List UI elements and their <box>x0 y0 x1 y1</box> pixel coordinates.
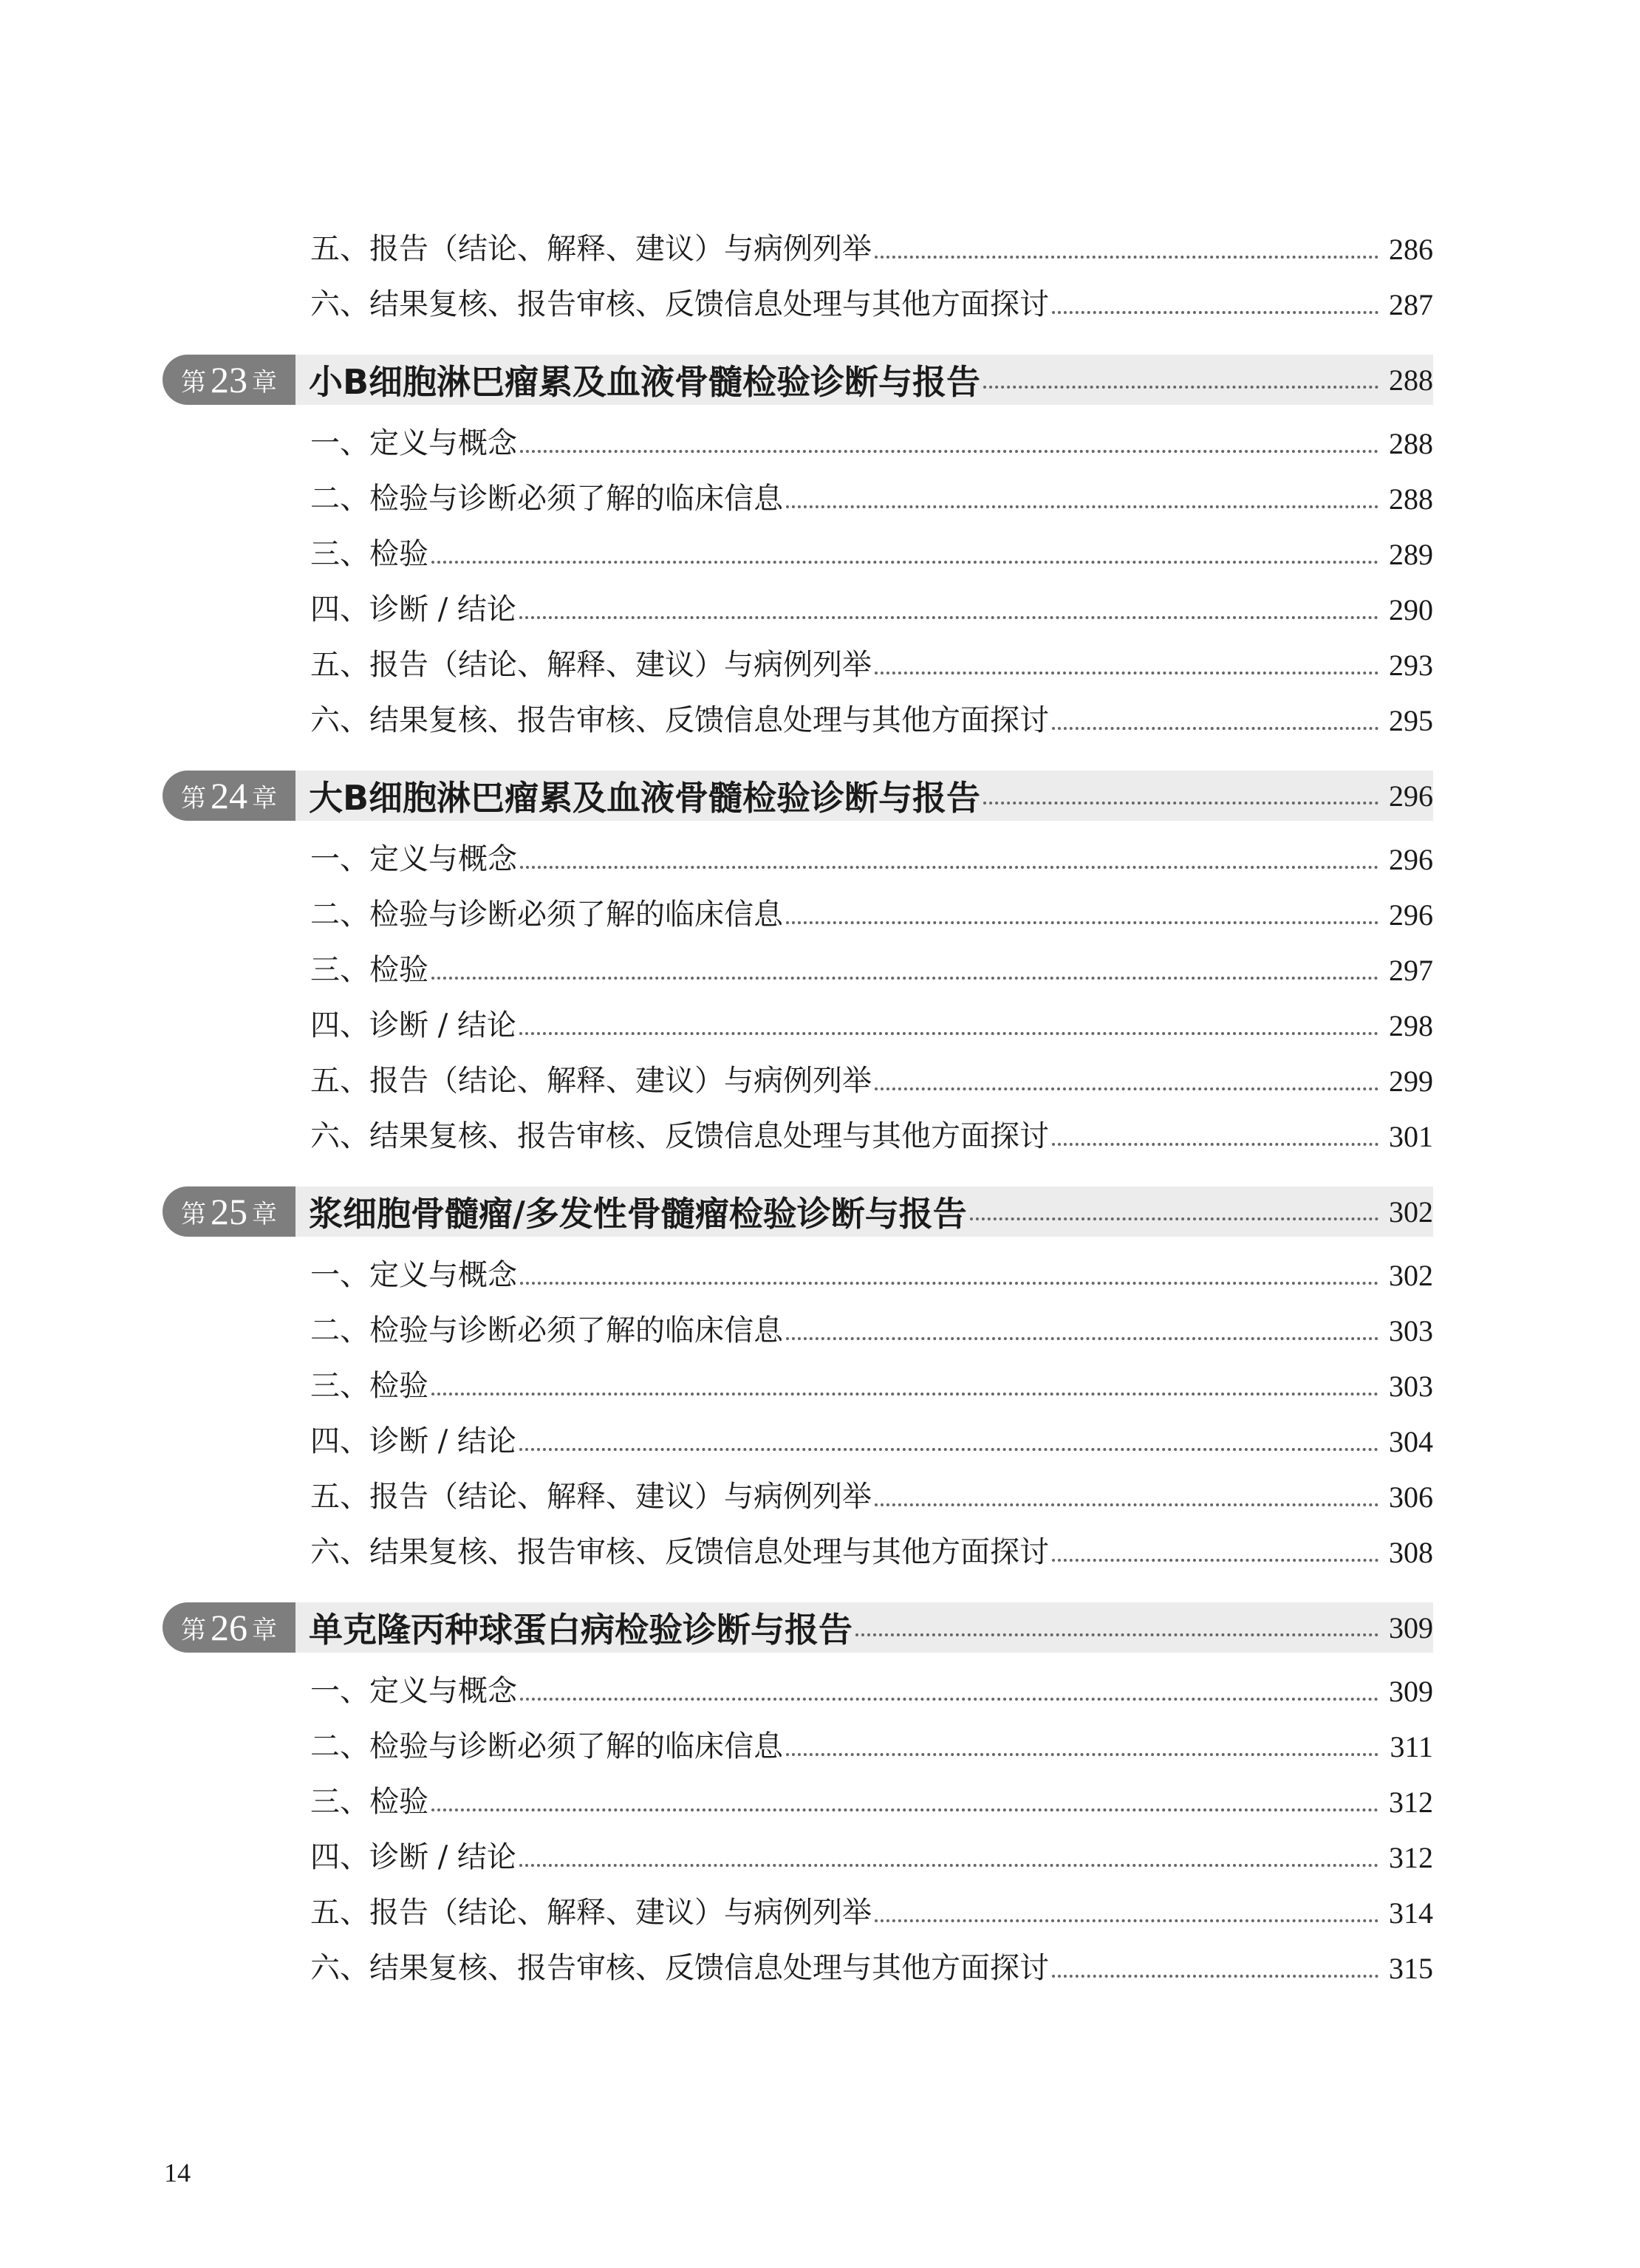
toc-entry-title: 二、检验与诊断必须了解的临床信息 <box>310 1729 783 1763</box>
dot-leader <box>520 1698 1378 1701</box>
chapter-badge <box>163 1186 295 1237</box>
toc-entry-page: 315 <box>1389 1952 1433 1985</box>
toc-entry[interactable] <box>163 887 1433 943</box>
dot-leader <box>786 1753 1378 1756</box>
toc-entry-title: 一、定义与概念 <box>310 842 517 876</box>
toc-entry-title: 六、结果复核、报告审核、反馈信息处理与其他方面探讨 <box>310 703 1049 737</box>
toc-entry-page: 302 <box>1389 1259 1433 1292</box>
dot-leader <box>1052 1143 1378 1146</box>
dot-leader <box>431 977 1378 980</box>
dot-leader <box>875 1919 1378 1922</box>
toc-entry-title: 四、诊断 / 结论 <box>310 1008 516 1042</box>
toc-entry-title: 六、结果复核、报告审核、反馈信息处理与其他方面探讨 <box>310 1119 1049 1153</box>
toc-entry-page: 288 <box>1389 482 1433 516</box>
toc-entry-page: 308 <box>1389 1536 1433 1569</box>
chapter-prefix: 第 <box>181 1615 206 1645</box>
toc-entry[interactable] <box>163 943 1433 998</box>
chapter-title: 大B细胞淋巴瘤累及血液骨髓检验诊断与报告 <box>309 778 981 818</box>
toc-entry-page: 306 <box>1389 1480 1433 1514</box>
chapter-suffix: 章 <box>252 367 277 397</box>
toc-entry[interactable] <box>163 1053 1433 1109</box>
chapter-suffix: 章 <box>252 783 277 813</box>
chapter-title: 浆细胞骨髓瘤/多发性骨髓瘤检验诊断与报告 <box>309 1194 967 1234</box>
toc-entry-page: 297 <box>1389 954 1433 987</box>
toc-entry-page: 311 <box>1390 1730 1433 1763</box>
chapter-badge <box>163 771 295 821</box>
toc-entry-title: 四、诊断 / 结论 <box>310 1424 516 1458</box>
toc-entry[interactable] <box>163 1303 1433 1359</box>
chapter-prefix: 第 <box>181 367 206 397</box>
toc-entry-page: 299 <box>1389 1065 1433 1098</box>
dot-leader <box>520 1282 1378 1285</box>
chapter-suffix: 章 <box>252 1199 277 1229</box>
toc-entry-title: 三、检验 <box>310 953 428 987</box>
toc-entry-page: 289 <box>1389 538 1433 571</box>
dot-leader <box>519 616 1378 619</box>
chapter-prefix: 第 <box>181 1199 206 1229</box>
chapter-heading[interactable] <box>163 1186 1433 1237</box>
toc-entry-title: 四、诊断 / 结论 <box>310 592 516 626</box>
dot-leader <box>1052 311 1378 314</box>
toc-entry-page: 314 <box>1389 1896 1433 1930</box>
dot-leader <box>520 866 1378 869</box>
toc-entry[interactable] <box>163 1525 1433 1580</box>
toc-entry[interactable] <box>163 527 1433 582</box>
chapter-suffix: 章 <box>252 1615 277 1645</box>
toc-entry[interactable] <box>163 998 1433 1053</box>
toc-entry-page: 312 <box>1389 1786 1433 1819</box>
toc-entry[interactable] <box>163 1359 1433 1414</box>
table-of-contents <box>163 222 1433 1996</box>
toc-entry[interactable] <box>163 832 1433 887</box>
chapter-page: 309 <box>1389 1611 1433 1644</box>
dot-leader <box>519 1448 1378 1451</box>
chapter-number: 25 <box>211 1191 247 1232</box>
chapter-title: 单克隆丙种球蛋白病检验诊断与报告 <box>309 1610 853 1650</box>
toc-entry-title: 一、定义与概念 <box>310 426 517 460</box>
toc-entry-page: 288 <box>1389 427 1433 460</box>
toc-entry-title: 六、结果复核、报告审核、反馈信息处理与其他方面探讨 <box>310 287 1049 321</box>
toc-entry[interactable] <box>163 638 1433 693</box>
dot-leader <box>970 1217 1378 1220</box>
page-number: 14 <box>164 2158 191 2187</box>
toc-entry[interactable] <box>163 1885 1433 1941</box>
dot-leader <box>786 921 1378 924</box>
toc-entry-page: 312 <box>1389 1841 1433 1874</box>
dot-leader <box>1052 1559 1378 1562</box>
toc-entry-title: 五、报告（结论、解释、建议）与病例列举 <box>310 648 872 682</box>
toc-entry-title: 四、诊断 / 结论 <box>310 1840 516 1874</box>
chapter-number: 24 <box>211 775 247 816</box>
toc-entry-title: 二、检验与诊断必须了解的临床信息 <box>310 482 783 516</box>
toc-entry[interactable] <box>163 1109 1433 1164</box>
toc-entry-page: 296 <box>1389 898 1433 932</box>
chapter-heading[interactable] <box>163 355 1433 405</box>
toc-entry[interactable] <box>163 1830 1433 1885</box>
chapter-badge <box>163 355 295 405</box>
toc-entry[interactable] <box>163 222 1433 277</box>
toc-entry-page: 287 <box>1389 288 1433 321</box>
toc-entry[interactable] <box>163 1719 1433 1775</box>
toc-entry[interactable] <box>163 1664 1433 1719</box>
toc-entry-title: 五、报告（结论、解释、建议）与病例列举 <box>310 232 872 266</box>
toc-entry-title: 五、报告（结论、解释、建议）与病例列举 <box>310 1064 872 1098</box>
dot-leader <box>520 450 1378 453</box>
toc-entry-title: 一、定义与概念 <box>310 1258 517 1292</box>
dot-leader <box>983 386 1378 389</box>
dot-leader <box>875 1087 1378 1090</box>
toc-entry[interactable] <box>163 582 1433 638</box>
toc-entry-title: 二、检验与诊断必须了解的临床信息 <box>310 1314 783 1348</box>
toc-entry-page: 295 <box>1389 704 1433 737</box>
toc-entry[interactable] <box>163 471 1433 527</box>
dot-leader <box>519 1032 1378 1035</box>
dot-leader <box>519 1864 1378 1867</box>
dot-leader <box>431 1393 1378 1396</box>
toc-entry[interactable] <box>163 1414 1433 1469</box>
toc-entry-page: 298 <box>1389 1009 1433 1042</box>
toc-entry[interactable] <box>163 693 1433 748</box>
dot-leader <box>1052 727 1378 730</box>
toc-entry-title: 六、结果复核、报告审核、反馈信息处理与其他方面探讨 <box>310 1951 1049 1985</box>
chapter-badge <box>163 1602 295 1653</box>
dot-leader <box>855 1633 1378 1636</box>
toc-entry-page: 293 <box>1389 649 1433 682</box>
toc-entry-title: 六、结果复核、报告审核、反馈信息处理与其他方面探讨 <box>310 1535 1049 1569</box>
toc-entry[interactable] <box>163 1248 1433 1303</box>
toc-entry-page: 304 <box>1389 1425 1433 1458</box>
toc-entry[interactable] <box>163 416 1433 471</box>
toc-entry-page: 301 <box>1389 1120 1433 1153</box>
toc-entry[interactable] <box>163 1469 1433 1525</box>
dot-leader <box>875 672 1378 674</box>
dot-leader <box>431 561 1378 564</box>
chapter-heading[interactable] <box>163 771 1433 821</box>
dot-leader <box>786 505 1378 508</box>
toc-entry[interactable] <box>163 1941 1433 1996</box>
toc-entry-page: 303 <box>1389 1314 1433 1348</box>
toc-entry-page: 303 <box>1389 1370 1433 1403</box>
dot-leader <box>875 256 1378 259</box>
toc-entry-title: 三、检验 <box>310 1369 428 1403</box>
toc-entry-title: 五、报告（结论、解释、建议）与病例列举 <box>310 1480 872 1514</box>
dot-leader <box>431 1808 1378 1811</box>
chapter-title: 小B细胞淋巴瘤累及血液骨髓检验诊断与报告 <box>309 362 981 402</box>
chapter-page: 296 <box>1389 779 1433 813</box>
dot-leader <box>786 1337 1378 1340</box>
toc-entry-title: 三、检验 <box>310 537 428 571</box>
chapter-number: 26 <box>211 1607 247 1648</box>
toc-entry-title: 三、检验 <box>310 1785 428 1819</box>
toc-entry-page: 290 <box>1389 593 1433 626</box>
toc-entry-page: 286 <box>1389 233 1433 266</box>
dot-leader <box>983 802 1378 805</box>
toc-entry-page: 309 <box>1389 1675 1433 1708</box>
dot-leader <box>875 1503 1378 1506</box>
toc-entry[interactable] <box>163 1775 1433 1830</box>
toc-entry-title: 一、定义与概念 <box>310 1674 517 1708</box>
chapter-number: 23 <box>211 359 247 400</box>
toc-entry[interactable] <box>163 277 1433 332</box>
toc-entry-title: 二、检验与诊断必须了解的临床信息 <box>310 898 783 932</box>
toc-entry-page: 296 <box>1389 843 1433 876</box>
toc-entry-title: 五、报告（结论、解释、建议）与病例列举 <box>310 1896 872 1930</box>
chapter-page: 302 <box>1389 1195 1433 1229</box>
chapter-page: 288 <box>1389 363 1433 397</box>
dot-leader <box>1052 1975 1378 1978</box>
chapter-prefix: 第 <box>181 783 206 813</box>
chapter-heading[interactable] <box>163 1602 1433 1653</box>
